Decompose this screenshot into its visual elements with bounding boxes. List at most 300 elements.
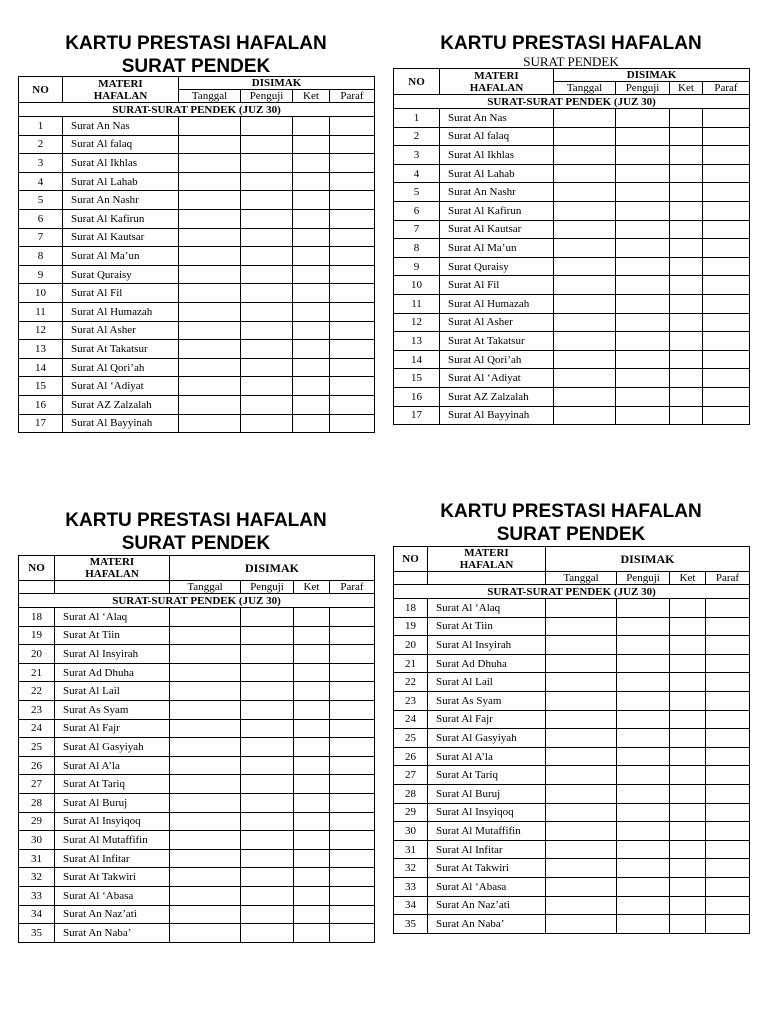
surah-name: Surat Al Asher bbox=[440, 313, 554, 332]
tanggal-cell bbox=[546, 822, 617, 841]
paraf-cell bbox=[330, 135, 375, 154]
table-row bbox=[19, 868, 375, 887]
ket-cell bbox=[670, 915, 706, 934]
paraf-cell bbox=[330, 700, 375, 719]
tanggal-cell bbox=[179, 395, 241, 414]
card-subtitle: SURAT PENDEK bbox=[523, 54, 619, 69]
ket-cell bbox=[670, 784, 706, 803]
paraf-cell bbox=[330, 117, 375, 136]
ket-cell bbox=[294, 793, 330, 812]
table-row bbox=[394, 313, 750, 332]
header-materi: MATERI bbox=[464, 547, 509, 559]
tanggal-cell bbox=[170, 775, 241, 794]
penguji-cell bbox=[241, 265, 293, 284]
penguji-cell bbox=[241, 626, 294, 645]
surah-name: Surat At Tiin bbox=[428, 617, 546, 636]
paraf-cell bbox=[706, 673, 750, 692]
tanggal-cell bbox=[179, 377, 241, 396]
surah-name: Surat As Syam bbox=[428, 691, 546, 710]
row-number: 2 bbox=[19, 135, 63, 154]
row-number: 35 bbox=[394, 915, 428, 934]
surah-name: Surat Al Fajr bbox=[428, 710, 546, 729]
penguji-cell bbox=[241, 172, 293, 191]
penguji-cell bbox=[241, 228, 293, 247]
penguji-cell bbox=[617, 803, 670, 822]
tanggal-cell bbox=[170, 738, 241, 757]
table-row bbox=[394, 109, 750, 128]
paraf-cell bbox=[703, 201, 750, 220]
ket-cell bbox=[670, 654, 706, 673]
paraf-cell bbox=[330, 868, 375, 887]
ket-cell bbox=[670, 599, 706, 618]
table-row bbox=[19, 340, 375, 359]
table-row bbox=[394, 350, 750, 369]
header-hafalan: HAFALAN bbox=[85, 568, 139, 580]
tanggal-cell bbox=[170, 663, 241, 682]
row-number: 16 bbox=[19, 395, 63, 414]
surah-name: Surat At Tiin bbox=[55, 626, 170, 645]
paraf-cell bbox=[330, 302, 375, 321]
ket-cell bbox=[670, 859, 706, 878]
ket-cell bbox=[670, 673, 706, 692]
paraf-cell bbox=[703, 109, 750, 128]
tanggal-cell bbox=[179, 321, 241, 340]
ket-cell bbox=[670, 822, 706, 841]
table-row bbox=[19, 682, 375, 701]
surah-name: Surat Al Insyiqoq bbox=[428, 803, 546, 822]
ket-cell bbox=[293, 135, 330, 154]
penguji-cell bbox=[617, 729, 670, 748]
row-number: 27 bbox=[19, 775, 55, 794]
row-number: 18 bbox=[19, 608, 55, 627]
table-row bbox=[394, 840, 750, 859]
surah-name: Surat Al Humazah bbox=[63, 302, 179, 321]
paraf-cell bbox=[706, 599, 750, 618]
ket-cell bbox=[294, 626, 330, 645]
penguji-cell bbox=[241, 700, 294, 719]
penguji-cell bbox=[241, 831, 294, 850]
row-number: 24 bbox=[19, 719, 55, 738]
tanggal-cell bbox=[546, 654, 617, 673]
paraf-cell bbox=[703, 332, 750, 351]
tanggal-cell bbox=[554, 387, 616, 406]
surah-name: Surat An Naba’ bbox=[428, 915, 546, 934]
card-subtitle: SURAT PENDEK bbox=[121, 56, 271, 77]
paraf-cell bbox=[330, 191, 375, 210]
penguji-cell bbox=[617, 636, 670, 655]
surah-name: Surat Al Insyiqoq bbox=[55, 812, 170, 831]
penguji-cell bbox=[241, 414, 293, 433]
paraf-cell bbox=[703, 313, 750, 332]
ket-cell bbox=[294, 924, 330, 943]
surah-name: Surat Al Infitar bbox=[55, 849, 170, 868]
table-row bbox=[19, 154, 375, 173]
paraf-cell bbox=[703, 294, 750, 313]
ket-cell bbox=[670, 183, 703, 202]
surah-name: Surat Al Bayyinah bbox=[440, 406, 554, 425]
surah-name: Surat Al ‘Adiyat bbox=[63, 377, 179, 396]
penguji-cell bbox=[241, 756, 294, 775]
ket-cell bbox=[293, 209, 330, 228]
row-number: 8 bbox=[19, 247, 63, 266]
penguji-cell bbox=[241, 154, 293, 173]
tanggal-cell bbox=[179, 172, 241, 191]
surah-name: Surat Al Humazah bbox=[440, 294, 554, 313]
tanggal-cell bbox=[546, 617, 617, 636]
row-number: 19 bbox=[394, 617, 428, 636]
penguji-cell bbox=[241, 209, 293, 228]
table-row bbox=[394, 859, 750, 878]
table-row bbox=[19, 886, 375, 905]
ket-cell bbox=[670, 369, 703, 388]
penguji-cell bbox=[241, 682, 294, 701]
table-row bbox=[19, 608, 375, 627]
tanggal-cell bbox=[170, 868, 241, 887]
section-heading: SURAT-SURAT PENDEK (JUZ 30) bbox=[19, 594, 375, 608]
ket-cell bbox=[670, 617, 706, 636]
row-number: 23 bbox=[19, 700, 55, 719]
table-row bbox=[394, 239, 750, 258]
row-number: 7 bbox=[19, 228, 63, 247]
paraf-cell bbox=[330, 738, 375, 757]
tanggal-cell bbox=[170, 886, 241, 905]
header-ket: Ket bbox=[293, 90, 330, 103]
penguji-cell bbox=[241, 117, 293, 136]
section-heading: SURAT-SURAT PENDEK (JUZ 30) bbox=[394, 585, 750, 599]
table-row bbox=[394, 710, 750, 729]
ket-cell bbox=[670, 387, 703, 406]
surah-name: Surat Quraisy bbox=[440, 257, 554, 276]
table-row bbox=[19, 626, 375, 645]
tanggal-cell bbox=[170, 719, 241, 738]
row-number: 26 bbox=[394, 747, 428, 766]
ket-cell bbox=[293, 265, 330, 284]
paraf-cell bbox=[706, 896, 750, 915]
paraf-cell bbox=[330, 831, 375, 850]
penguji-cell bbox=[241, 905, 294, 924]
card-title: KARTU PRESTASI HAFALAN bbox=[65, 33, 327, 54]
card-bottom-left bbox=[18, 509, 374, 555]
ket-cell bbox=[670, 313, 703, 332]
paraf-cell bbox=[330, 645, 375, 664]
surah-name: Surat An Nashr bbox=[63, 191, 179, 210]
surah-name: Surat An Naz’ati bbox=[55, 905, 170, 924]
header-no: NO bbox=[394, 69, 440, 95]
table-row bbox=[394, 201, 750, 220]
header-tanggal: Tanggal bbox=[179, 90, 241, 103]
surah-name: Surat Al Ma’un bbox=[63, 247, 179, 266]
penguji-cell bbox=[616, 164, 670, 183]
paraf-cell bbox=[330, 682, 375, 701]
ket-cell bbox=[670, 257, 703, 276]
header-ket: Ket bbox=[670, 82, 703, 95]
ket-cell bbox=[293, 284, 330, 303]
card-subtitle: SURAT PENDEK bbox=[496, 524, 646, 545]
header-materi-hafalan bbox=[428, 547, 546, 572]
paraf-cell bbox=[330, 793, 375, 812]
paraf-cell bbox=[706, 766, 750, 785]
card-bottom-right bbox=[393, 500, 749, 546]
row-number: 25 bbox=[19, 738, 55, 757]
header-disimak: DISIMAK bbox=[554, 69, 750, 82]
surah-name: Surat Al A’la bbox=[55, 756, 170, 775]
tanggal-cell bbox=[179, 154, 241, 173]
table-row bbox=[394, 164, 750, 183]
penguji-cell bbox=[617, 784, 670, 803]
ket-cell bbox=[293, 395, 330, 414]
surah-name: Surat Al Kafirun bbox=[440, 201, 554, 220]
table-row bbox=[394, 784, 750, 803]
paraf-cell bbox=[330, 886, 375, 905]
row-number: 23 bbox=[394, 691, 428, 710]
paraf-cell bbox=[706, 729, 750, 748]
table-row bbox=[394, 183, 750, 202]
header-penguji: Penguji bbox=[241, 90, 293, 103]
surah-name: Surat Al ‘Abasa bbox=[428, 877, 546, 896]
surah-name: Surat Al falaq bbox=[440, 127, 554, 146]
row-number: 25 bbox=[394, 729, 428, 748]
table-row bbox=[19, 738, 375, 757]
tanggal-cell bbox=[554, 239, 616, 258]
row-number: 31 bbox=[19, 849, 55, 868]
tanggal-cell bbox=[546, 729, 617, 748]
ket-cell bbox=[294, 756, 330, 775]
ket-cell bbox=[670, 766, 706, 785]
row-number: 21 bbox=[19, 663, 55, 682]
table-row bbox=[394, 729, 750, 748]
surah-name: Surat At Takatsur bbox=[440, 332, 554, 351]
paraf-cell bbox=[330, 377, 375, 396]
table-row bbox=[394, 896, 750, 915]
surah-name: Surat Al A’la bbox=[428, 747, 546, 766]
paraf-cell bbox=[330, 284, 375, 303]
header-materi-hafalan bbox=[55, 556, 170, 581]
surah-name: Surat Al Qori’ah bbox=[440, 350, 554, 369]
ket-cell bbox=[294, 905, 330, 924]
tanggal-cell bbox=[554, 220, 616, 239]
penguji-cell bbox=[617, 840, 670, 859]
table-row bbox=[394, 127, 750, 146]
surah-name: Surat At Tariq bbox=[428, 766, 546, 785]
table-row bbox=[394, 822, 750, 841]
ket-cell bbox=[293, 247, 330, 266]
penguji-cell bbox=[616, 146, 670, 165]
penguji-cell bbox=[617, 673, 670, 692]
ket-cell bbox=[294, 868, 330, 887]
ket-cell bbox=[293, 191, 330, 210]
paraf-cell bbox=[703, 257, 750, 276]
surah-name: Surat At Tariq bbox=[55, 775, 170, 794]
penguji-cell bbox=[241, 302, 293, 321]
surah-name: Surat Al ‘Alaq bbox=[428, 599, 546, 618]
table-row bbox=[394, 332, 750, 351]
surah-name: Surat Al Lail bbox=[428, 673, 546, 692]
ket-cell bbox=[670, 691, 706, 710]
penguji-cell bbox=[616, 406, 670, 425]
ket-cell bbox=[670, 350, 703, 369]
penguji-cell bbox=[241, 135, 293, 154]
penguji-cell bbox=[241, 738, 294, 757]
penguji-cell bbox=[616, 201, 670, 220]
surah-name: Surat Al Asher bbox=[63, 321, 179, 340]
tanggal-cell bbox=[179, 117, 241, 136]
table-row bbox=[19, 700, 375, 719]
penguji-cell bbox=[617, 766, 670, 785]
paraf-cell bbox=[706, 654, 750, 673]
row-number: 15 bbox=[19, 377, 63, 396]
tanggal-cell bbox=[170, 831, 241, 850]
surah-name: Surat Al Fil bbox=[440, 276, 554, 295]
tanggal-cell bbox=[179, 191, 241, 210]
header-disimak: DISIMAK bbox=[546, 547, 750, 572]
surah-name: Surat Al Mutaffifin bbox=[428, 822, 546, 841]
tanggal-cell bbox=[170, 682, 241, 701]
header-blank bbox=[394, 572, 428, 585]
tanggal-cell bbox=[179, 209, 241, 228]
surah-name: Surat Al Kautsar bbox=[63, 228, 179, 247]
header-hafalan: HAFALAN bbox=[459, 559, 514, 571]
ket-cell bbox=[293, 302, 330, 321]
paraf-cell bbox=[703, 220, 750, 239]
surah-name: Surat Al Insyirah bbox=[55, 645, 170, 664]
tanggal-cell bbox=[170, 812, 241, 831]
surah-name: Surat Ad Dhuha bbox=[55, 663, 170, 682]
tanggal-cell bbox=[554, 406, 616, 425]
table-row bbox=[19, 228, 375, 247]
surah-name: Surat At Takwiri bbox=[428, 859, 546, 878]
paraf-cell bbox=[703, 146, 750, 165]
hafalan-table-bottom-right bbox=[393, 546, 750, 934]
tanggal-cell bbox=[546, 784, 617, 803]
tanggal-cell bbox=[546, 636, 617, 655]
penguji-cell bbox=[616, 220, 670, 239]
tanggal-cell bbox=[546, 710, 617, 729]
header-no: NO bbox=[394, 547, 428, 572]
surah-name: Surat Al ‘Alaq bbox=[55, 608, 170, 627]
surah-name: Surat An Naz’ati bbox=[428, 896, 546, 915]
row-number: 9 bbox=[394, 257, 440, 276]
tanggal-cell bbox=[546, 877, 617, 896]
header-paraf: Paraf bbox=[330, 581, 375, 594]
paraf-cell bbox=[330, 719, 375, 738]
ket-cell bbox=[294, 831, 330, 850]
row-number: 17 bbox=[394, 406, 440, 425]
surah-name: Surat Al Insyirah bbox=[428, 636, 546, 655]
header-tanggal: Tanggal bbox=[170, 581, 241, 594]
tanggal-cell bbox=[554, 313, 616, 332]
ket-cell bbox=[670, 332, 703, 351]
tanggal-cell bbox=[179, 284, 241, 303]
penguji-cell bbox=[241, 247, 293, 266]
tanggal-cell bbox=[554, 201, 616, 220]
tanggal-cell bbox=[554, 257, 616, 276]
tanggal-cell bbox=[554, 294, 616, 313]
header-materi: MATERI bbox=[98, 77, 143, 90]
hafalan-table-top-right bbox=[393, 68, 750, 425]
paraf-cell bbox=[330, 172, 375, 191]
row-number: 32 bbox=[394, 859, 428, 878]
row-number: 10 bbox=[19, 284, 63, 303]
surah-name: Surat Al Fajr bbox=[55, 719, 170, 738]
row-number: 33 bbox=[19, 886, 55, 905]
row-number: 26 bbox=[19, 756, 55, 775]
penguji-cell bbox=[616, 350, 670, 369]
ket-cell bbox=[293, 340, 330, 359]
paraf-cell bbox=[706, 747, 750, 766]
header-blank bbox=[19, 581, 55, 594]
paraf-cell bbox=[706, 691, 750, 710]
header-materi-hafalan bbox=[63, 77, 179, 103]
ket-cell bbox=[293, 414, 330, 433]
penguji-cell bbox=[241, 321, 293, 340]
hafalan-table-bottom-left bbox=[18, 555, 375, 943]
tanggal-cell bbox=[554, 369, 616, 388]
paraf-cell bbox=[703, 406, 750, 425]
table-row bbox=[19, 191, 375, 210]
row-number: 9 bbox=[19, 265, 63, 284]
table-row bbox=[394, 654, 750, 673]
penguji-cell bbox=[241, 340, 293, 359]
row-number: 12 bbox=[394, 313, 440, 332]
penguji-cell bbox=[241, 663, 294, 682]
section-heading: SURAT-SURAT PENDEK (JUZ 30) bbox=[394, 95, 750, 109]
surah-name: Surat Al Buruj bbox=[55, 793, 170, 812]
table-row bbox=[394, 369, 750, 388]
penguji-cell bbox=[616, 294, 670, 313]
paraf-cell bbox=[330, 209, 375, 228]
paraf-cell bbox=[703, 387, 750, 406]
paraf-cell bbox=[703, 350, 750, 369]
card-title: KARTU PRESTASI HAFALAN bbox=[65, 510, 327, 531]
table-row bbox=[394, 636, 750, 655]
paraf-cell bbox=[330, 663, 375, 682]
surah-name: Surat Al Gasyiyah bbox=[428, 729, 546, 748]
ket-cell bbox=[670, 127, 703, 146]
penguji-cell bbox=[241, 793, 294, 812]
table-row bbox=[19, 247, 375, 266]
row-number: 17 bbox=[19, 414, 63, 433]
ket-cell bbox=[670, 406, 703, 425]
penguji-cell bbox=[616, 332, 670, 351]
table-row bbox=[394, 617, 750, 636]
surah-name: Surat Al Bayyinah bbox=[63, 414, 179, 433]
surah-name: Surat As Syam bbox=[55, 700, 170, 719]
ket-cell bbox=[293, 228, 330, 247]
ket-cell bbox=[670, 729, 706, 748]
surah-name: Surat Al Mutaffifin bbox=[55, 831, 170, 850]
paraf-cell bbox=[706, 803, 750, 822]
header-hafalan: HAFALAN bbox=[469, 81, 524, 94]
penguji-cell bbox=[241, 284, 293, 303]
tanggal-cell bbox=[546, 915, 617, 934]
tanggal-cell bbox=[546, 673, 617, 692]
header-penguji: Penguji bbox=[241, 581, 294, 594]
table-row bbox=[19, 924, 375, 943]
row-number: 6 bbox=[19, 209, 63, 228]
row-number: 16 bbox=[394, 387, 440, 406]
penguji-cell bbox=[241, 395, 293, 414]
penguji-cell bbox=[616, 257, 670, 276]
ket-cell bbox=[670, 710, 706, 729]
table-row bbox=[19, 414, 375, 433]
row-number: 2 bbox=[394, 127, 440, 146]
penguji-cell bbox=[241, 924, 294, 943]
ket-cell bbox=[294, 886, 330, 905]
paraf-cell bbox=[330, 775, 375, 794]
header-ket: Ket bbox=[294, 581, 330, 594]
card-subtitle: SURAT PENDEK bbox=[121, 533, 271, 554]
tanggal-cell bbox=[554, 332, 616, 351]
